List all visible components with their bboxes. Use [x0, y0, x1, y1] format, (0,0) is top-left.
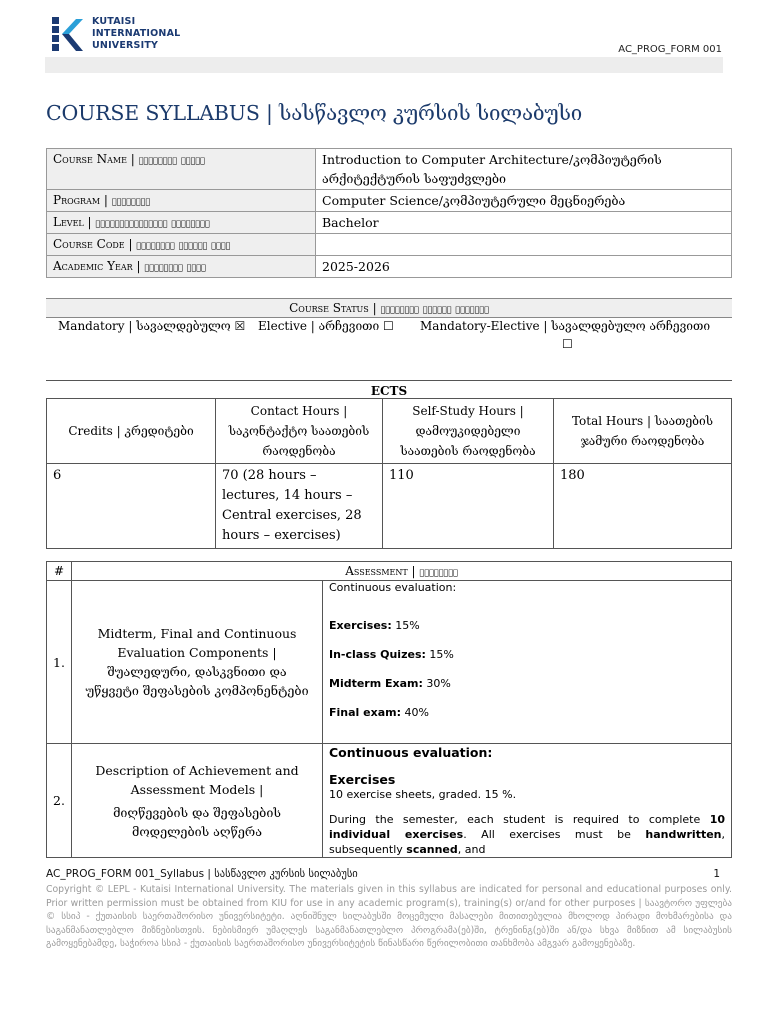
ects-table [46, 398, 732, 549]
assessment-row-2 [47, 744, 732, 858]
ects-total-hours-value: 180 [554, 464, 732, 549]
status-elective-checkbox[interactable]: Elective | არჩევითი ☐ [258, 319, 394, 333]
status-mandatory-checkbox[interactable]: Mandatory | სავალდებულო ☒ [58, 319, 246, 333]
component-midterm: Midterm Exam: 30% [329, 677, 451, 690]
row-number: 1. [47, 581, 72, 744]
row-description [72, 744, 323, 858]
info-value: 2025-2026 [316, 256, 732, 278]
ects-header-credits: Credits | კრედიტები [47, 399, 216, 464]
info-label: Academic Year | სასწავლო წელი [47, 256, 316, 278]
info-row-academic-year [47, 256, 732, 278]
exercises-summary: 10 exercise sheets, graded. 15 %. [329, 788, 517, 801]
page-title: COURSE SYLLABUS | სასწავლო კურსის სილაბუსი [46, 101, 582, 125]
assessment-components [323, 581, 732, 744]
info-label: Level | საგანმანათლებლო საფეხური [47, 212, 316, 234]
info-value: Computer Science/კომპიუტერული მეცნიერება [316, 190, 732, 212]
exercises-heading: Exercises [329, 772, 396, 787]
assessment-heading: Assessment | შეფასება [72, 562, 732, 581]
ects-contact-hours-value: 70 (28 hours – lectures, 14 hours – Central exercises, 28 hours – exercises) [216, 464, 383, 549]
info-row-course-name [47, 149, 732, 190]
info-value: Introduction to Computer Architecture/კომპიუტერის არქიტექტურის საფუძვლები [316, 149, 732, 190]
assessment-table [46, 561, 732, 858]
component-quizzes: In-class Quizes: 15% [329, 648, 454, 661]
info-value [316, 234, 732, 256]
info-value: Bachelor [316, 212, 732, 234]
achievement-models [323, 744, 732, 858]
continuous-evaluation-heading: Continuous evaluation: [329, 745, 493, 760]
info-row-course-code [47, 234, 732, 256]
info-row-program [47, 190, 732, 212]
info-row-level [47, 212, 732, 234]
continuous-evaluation-label: Continuous evaluation: [329, 581, 457, 594]
ects-values-row [47, 464, 732, 549]
description-georgian: მიღწევების და შეფასების მოდელების აღწერა [113, 804, 281, 839]
assessment-row-1 [47, 581, 732, 744]
university-name: KUTAISI INTERNATIONAL UNIVERSITY [92, 16, 181, 51]
course-info-table [46, 148, 732, 278]
copyright-notice: Copyright © LEPL - Kutaisi International University. The materials given in this syllabus are indicated for personal and educational purposes only. Prior written permission must be obtained from KIU for use in any academic program(s), training(s) or/and for other purposes | საავტორო უფლება © სსიპ - ქუთაისის საერთაშორისო უნივერსიტეტი. აღნიშნულ სილაბუსში მოცემული მასალები მითითებულია მხოლოდ პირადი მოხმარებისა და საგანმანათლებლო მიზნებისთვის. ნებისმიერ უმაღლეს საგანმანათლებლო პროგრამა(ებ)ში, ტრენინგ(ებ)ში ან/და სხვა მიზნით ამ სილაბუსის გამოყენებამდე, საჭიროა სსიპ - ქუთაისის საერთაშორისო უნივერსიტეტის წინასწარი წერილობითი თანხმობა ამგვარ გამოყენებაზე. [46, 884, 732, 949]
ects-heading: ECTS [46, 380, 732, 399]
footer-title: AC_PROG_FORM 001_Syllabus | სასწავლო კურსის სილაბუსი [46, 868, 358, 880]
description-english: Description of Achievement and Assessment Models | [95, 762, 299, 797]
ects-header-row [47, 399, 732, 464]
footer [46, 868, 726, 880]
course-status-heading: Course Status | სასწავლო კურსის სტატუსი [46, 298, 732, 318]
university-logo [50, 15, 190, 57]
form-id: AC_PROG_FORM 001 [618, 44, 722, 55]
assessment-header-row [47, 562, 732, 581]
ects-header-total-hours: Total Hours | საათების ჯამური რაოდენობა [554, 399, 732, 464]
ects-self-study-value: 110 [383, 464, 554, 549]
info-label: Course Code | სასწავლო კურსის კოდი [47, 234, 316, 256]
row-description: Midterm, Final and Continuous Evaluation Components | შუალედური, დასკვნითი და უწყვეტი შეფასების კომპონენტები [72, 581, 323, 744]
component-final: Final exam: 40% [329, 706, 429, 719]
ects-credits-value: 6 [47, 464, 216, 549]
info-label: Course Name | სასწავლო კურსი [47, 149, 316, 190]
page-number: 1 [713, 868, 720, 880]
status-mandatory-elective-label: Mandatory-Elective | სავალდებულო არჩევითი [420, 319, 711, 333]
ects-header-self-study: Self-Study Hours | დამოუკიდებელი საათების რაოდენობა [383, 399, 554, 464]
row-number: 2. [47, 744, 72, 858]
component-exercises: Exercises: 15% [329, 619, 420, 632]
info-label: Program | პროგრამა [47, 190, 316, 212]
header-band [45, 57, 723, 73]
assessment-col-number: # [47, 562, 72, 581]
ects-header-contact-hours: Contact Hours | საკონტაქტო საათების რაოდენობა [216, 399, 383, 464]
status-mandatory-elective-checkbox[interactable]: ☐ [562, 337, 573, 351]
exercises-description: During the semester, each student is required to complete 10 individual exercises. All exercises must be handwritten, subsequently scanned, and [329, 813, 726, 856]
kiu-logo-icon [50, 15, 86, 53]
